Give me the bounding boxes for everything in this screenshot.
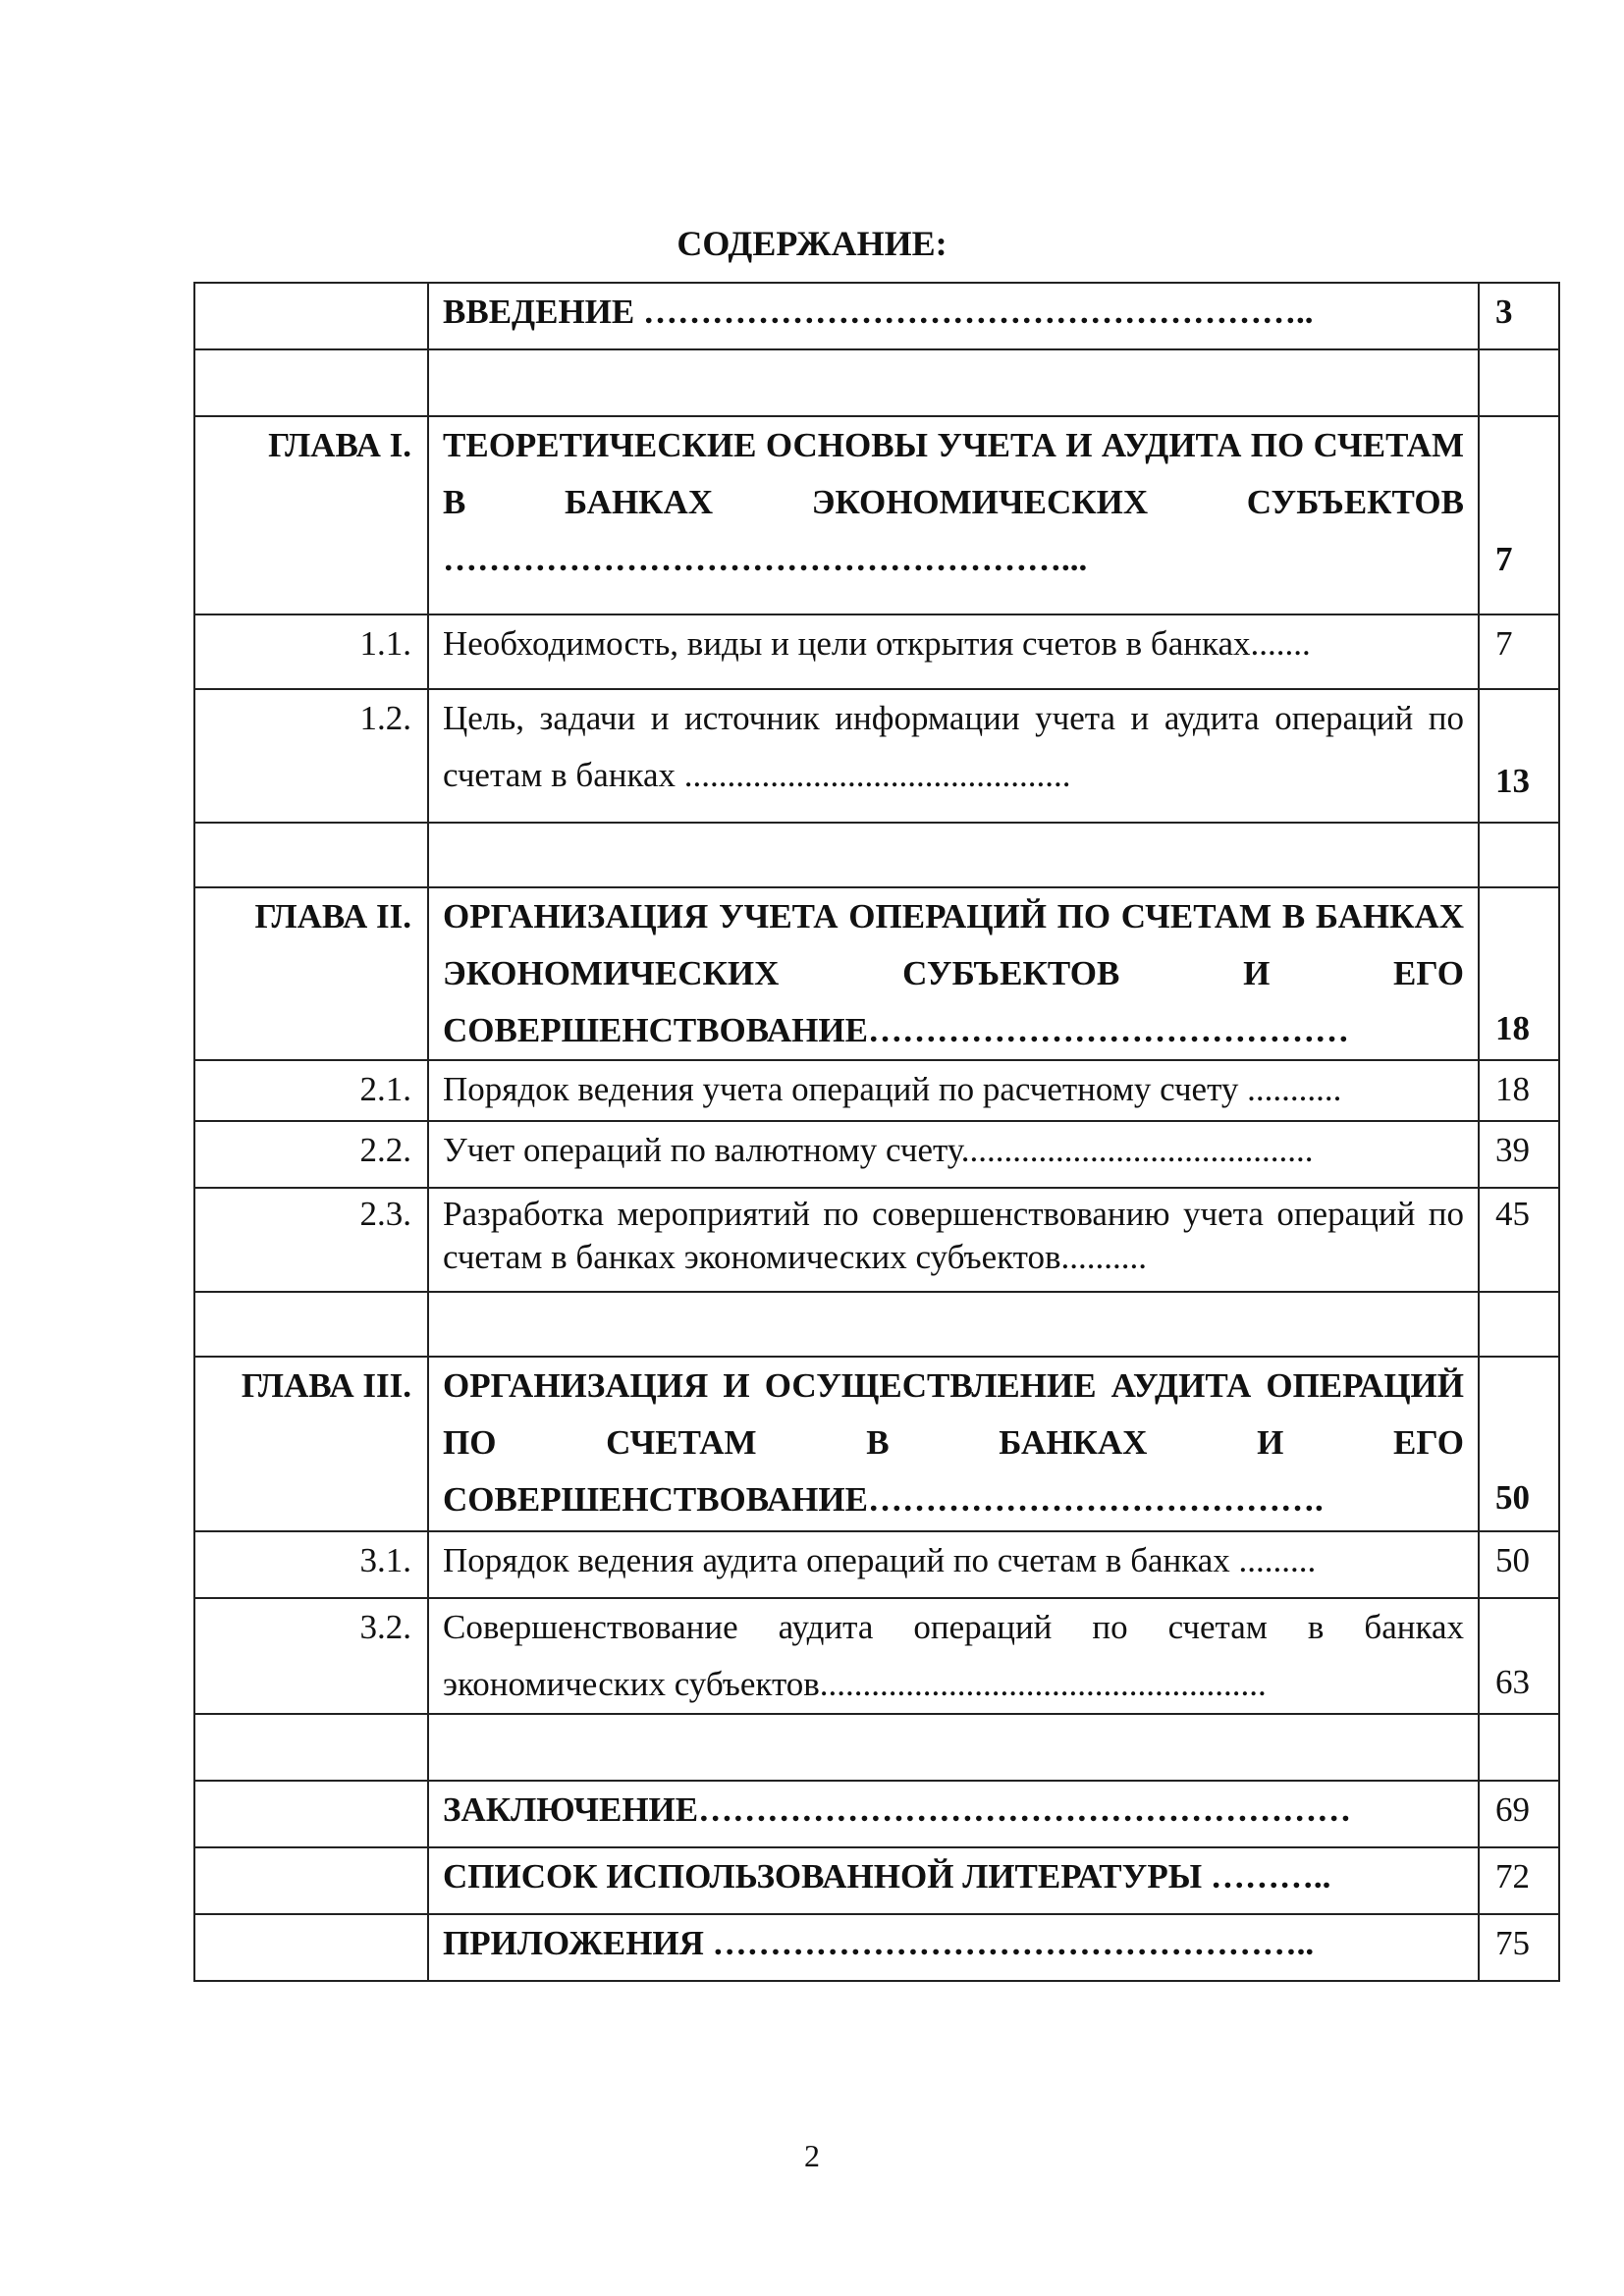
- toc-row-page: 75: [1479, 1914, 1559, 1981]
- toc-row-section-2-2: [194, 1121, 1559, 1188]
- toc-row-section-2-3: [194, 1188, 1559, 1292]
- toc-row-title: [428, 823, 1479, 887]
- toc-row-page: 45: [1479, 1188, 1559, 1292]
- toc-spacer-row: [194, 1292, 1559, 1357]
- toc-row-title[interactable]: ВВЕДЕНИЕ …………………………………………………..: [428, 283, 1479, 349]
- toc-row-chapter-1: [194, 416, 1559, 614]
- toc-row-title[interactable]: ПРИЛОЖЕНИЯ ……………………………………………..: [428, 1914, 1479, 1981]
- toc-row-page: 7: [1479, 614, 1559, 689]
- toc-row-title[interactable]: ЗАКЛЮЧЕНИЕ…………………………………………………: [428, 1781, 1479, 1847]
- toc-row-page: 50: [1479, 1357, 1559, 1531]
- toc-row-number: ГЛАВА II.: [194, 887, 428, 1060]
- toc-row-section-3-2: [194, 1598, 1559, 1714]
- toc-row-title[interactable]: ОРГАНИЗАЦИЯ УЧЕТА ОПЕРАЦИЙ ПО СЧЕТАМ В БАНКАХ ЭКОНОМИЧЕСКИХ СУБЪЕКТОВ И ЕГО СОВЕРШЕНСТВОВАНИЕ……………………………………: [428, 887, 1479, 1060]
- toc-row-title[interactable]: Цель, задачи и источник информации учета и аудита операций по счетам в банках .............................................: [428, 689, 1479, 823]
- toc-row-number: [194, 1914, 428, 1981]
- toc-row-number: 1.1.: [194, 614, 428, 689]
- toc-row-title: [428, 1292, 1479, 1357]
- toc-row-page: 18: [1479, 1060, 1559, 1121]
- toc-row-title: [428, 1714, 1479, 1781]
- toc-spacer-row: [194, 823, 1559, 887]
- table-of-contents: [193, 282, 1560, 1982]
- toc-row-chapter-3: [194, 1357, 1559, 1531]
- toc-spacer-row: [194, 349, 1559, 416]
- toc-row-number: ГЛАВА III.: [194, 1357, 428, 1531]
- toc-row-page: 63: [1479, 1598, 1559, 1714]
- toc-row-conclusion: [194, 1781, 1559, 1847]
- toc-row-page: [1479, 1714, 1559, 1781]
- toc-row-title: [428, 349, 1479, 416]
- toc-row-title[interactable]: Разработка мероприятий по совершенствованию учета операций по счетам в банках экономических субъектов..........: [428, 1188, 1479, 1292]
- toc-row-number: 2.3.: [194, 1188, 428, 1292]
- toc-row-number: [194, 283, 428, 349]
- toc-row-chapter-2: [194, 887, 1559, 1060]
- toc-row-number: [194, 1781, 428, 1847]
- toc-spacer-row: [194, 1714, 1559, 1781]
- toc-row-introduction: [194, 283, 1559, 349]
- toc-row-title[interactable]: Учет операций по валютному счету.........................................: [428, 1121, 1479, 1188]
- toc-row-number: 3.2.: [194, 1598, 428, 1714]
- toc-row-section-2-1: [194, 1060, 1559, 1121]
- toc-row-page: 13: [1479, 689, 1559, 823]
- toc-row-page: 3: [1479, 283, 1559, 349]
- toc-row-title[interactable]: Необходимость, виды и цели открытия счетов в банках.......: [428, 614, 1479, 689]
- toc-row-number: 2.2.: [194, 1121, 428, 1188]
- toc-row-number: ГЛАВА I.: [194, 416, 428, 614]
- toc-row-section-1-2: [194, 689, 1559, 823]
- toc-row-title[interactable]: ОРГАНИЗАЦИЯ И ОСУЩЕСТВЛЕНИЕ АУДИТА ОПЕРАЦИЙ ПО СЧЕТАМ В БАНКАХ И ЕГО СОВЕРШЕНСТВОВАНИЕ………………………………….: [428, 1357, 1479, 1531]
- toc-row-title[interactable]: СПИСОК ИСПОЛЬЗОВАННОЙ ЛИТЕРАТУРЫ ………..: [428, 1847, 1479, 1914]
- toc-row-page: [1479, 349, 1559, 416]
- toc-row-page: 50: [1479, 1531, 1559, 1598]
- toc-row-section-3-1: [194, 1531, 1559, 1598]
- toc-row-page: [1479, 1292, 1559, 1357]
- toc-row-page: 39: [1479, 1121, 1559, 1188]
- toc-row-number: 1.2.: [194, 689, 428, 823]
- toc-row-appendices: [194, 1914, 1559, 1981]
- toc-row-number: [194, 1714, 428, 1781]
- toc-row-number: [194, 1292, 428, 1357]
- page-title: СОДЕРЖАНИЕ:: [677, 224, 947, 263]
- toc-row-title[interactable]: Порядок ведения учета операций по расчетному счету ...........: [428, 1060, 1479, 1121]
- toc-row-number: 2.1.: [194, 1060, 428, 1121]
- page-number: 2: [804, 2138, 820, 2173]
- toc-row-references: [194, 1847, 1559, 1914]
- toc-row-page: 7: [1479, 416, 1559, 614]
- toc-row-page: 72: [1479, 1847, 1559, 1914]
- toc-row-title[interactable]: Совершенствование аудита операций по счетам в банках экономических субъектов....................................................: [428, 1598, 1479, 1714]
- toc-row-section-1-1: [194, 614, 1559, 689]
- toc-row-number: [194, 823, 428, 887]
- toc-row-number: 3.1.: [194, 1531, 428, 1598]
- toc-row-page: 18: [1479, 887, 1559, 1060]
- toc-row-title[interactable]: ТЕОРЕТИЧЕСКИЕ ОСНОВЫ УЧЕТА И АУДИТА ПО СЧЕТАМ В БАНКАХ ЭКОНОМИЧЕСКИХ СУБЪЕКТОВ ………………………………………………...: [428, 416, 1479, 614]
- toc-row-number: [194, 1847, 428, 1914]
- toc-row-number: [194, 349, 428, 416]
- toc-row-title[interactable]: Порядок ведения аудита операций по счетам в банках .........: [428, 1531, 1479, 1598]
- toc-row-page: 69: [1479, 1781, 1559, 1847]
- toc-row-page: [1479, 823, 1559, 887]
